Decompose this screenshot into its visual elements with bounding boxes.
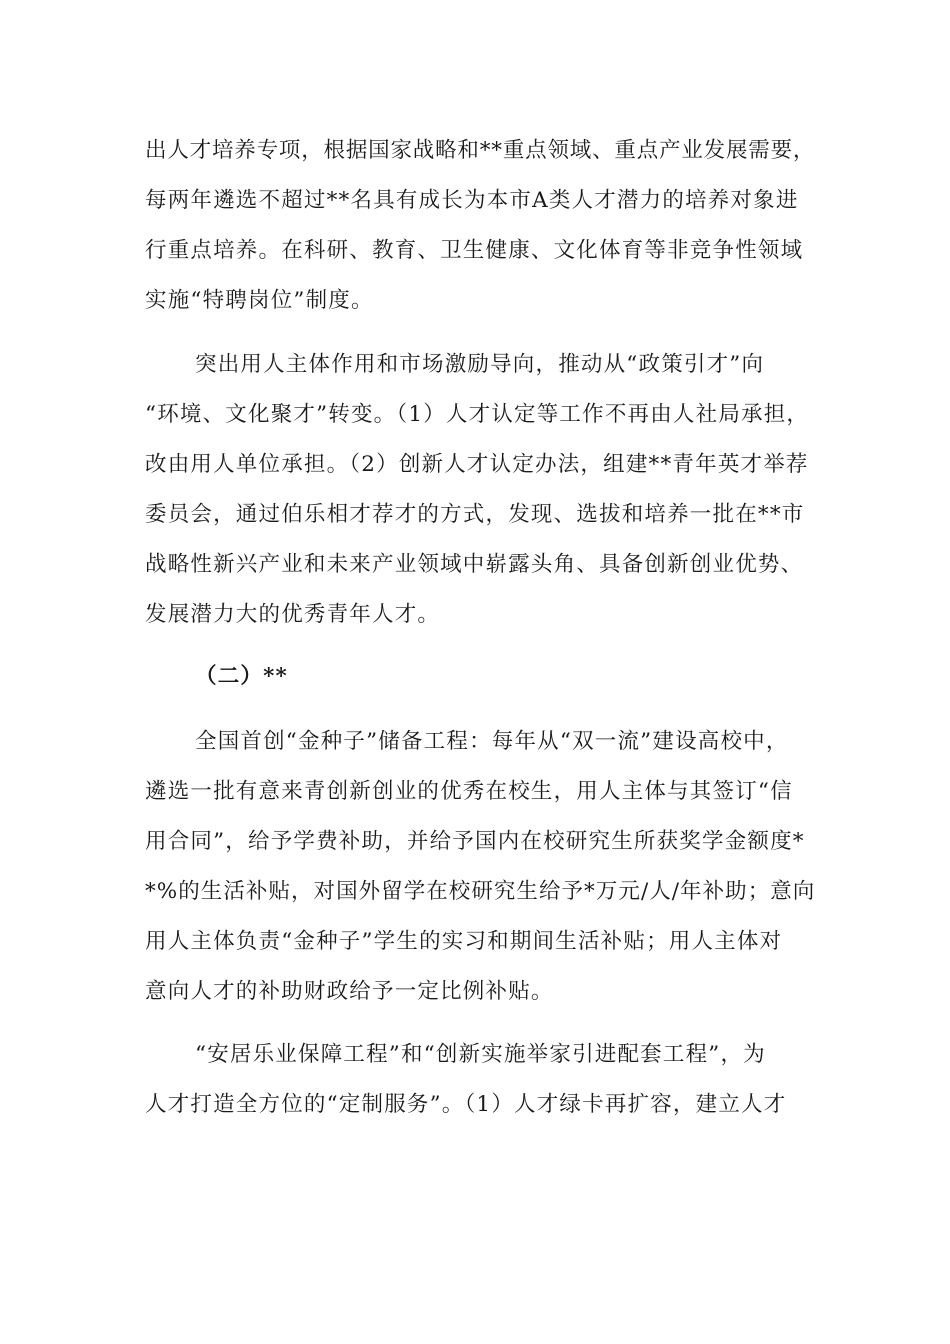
paragraph-3-line-3: 用合同”，给予学费补助，并给予国内在校研究生所获奖学金额度* (145, 829, 805, 854)
paragraph-3-line-5: 用人主体负责“金种子”学生的实习和期间生活补贴；用人主体对 (145, 929, 783, 954)
paragraph-2-line-6: 发展潜力大的优秀青年人才。 (145, 602, 441, 627)
paragraph-2-line-3: 改由用人单位承担。（2）创新人才认定办法，组建**青年英才举荐 (145, 452, 809, 477)
paragraph-1-line-4: 实施“特聘岗位”制度。 (145, 288, 374, 313)
paragraph-2-line-1: 突出用人主体作用和市场激励导向，推动从“政策引才”向 (195, 352, 765, 377)
section-heading: （二）** (195, 664, 288, 689)
paragraph-4-line-1: “安居乐业保障工程”和“创新实施举家引进配套工程”，为 (195, 1042, 766, 1067)
paragraph-1-line-2: 每两年遴选不超过**名具有成长为本市A类人才潜力的培养对象进 (145, 188, 799, 213)
paragraph-1-line-1: 出人才培养专项，根据国家战略和**重点领域、重点产业发展需要， (145, 138, 816, 163)
paragraph-2-line-5: 战略性新兴产业和未来产业领域中崭露头角、具备创新创业优势、 (145, 552, 804, 577)
paragraph-1-line-3: 行重点培养。在科研、教育、卫生健康、文化体育等非竞争性领域 (145, 238, 804, 263)
paragraph-3-line-6: 意向人才的补助财政给予一定比例补贴。 (145, 979, 554, 1004)
paragraph-2-line-4: 委员会，通过伯乐相才荐才的方式，发现、选拔和培养一批在**市 (145, 502, 805, 527)
paragraph-2-line-2: “环境、文化聚才”转变。（1）人才认定等工作不再由人社局承担， (145, 402, 810, 427)
paragraph-3-line-1: 全国首创“金种子”储备工程：每年从“双一流”建设高校中， (195, 729, 789, 754)
paragraph-4-line-2: 人才打造全方位的“定制服务”。（1）人才绿卡再扩容，建立人才 (145, 1092, 787, 1117)
paragraph-3-line-4: *%的生活补贴，对国外留学在校研究生给予*万元/人/年补助；意向 (145, 879, 816, 904)
paragraph-3-line-2: 遴选一批有意来青创新创业的优秀在校生，用人主体与其签订“信 (145, 779, 793, 804)
